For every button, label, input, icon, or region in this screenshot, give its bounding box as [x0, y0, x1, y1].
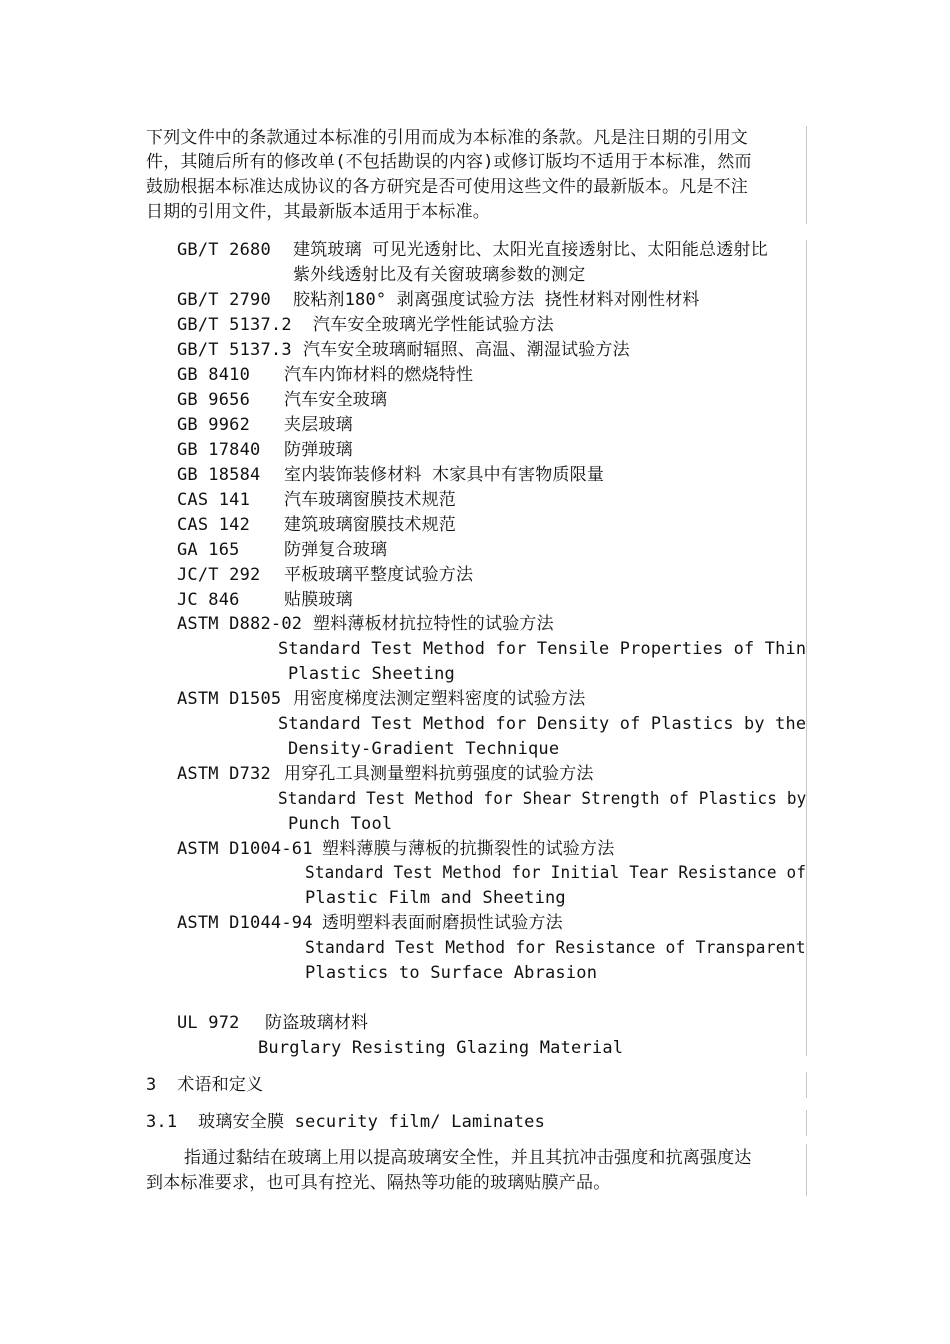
ref-title: 建筑玻璃窗膜技术规范 — [284, 515, 456, 535]
ref-code: ASTM D732 — [177, 764, 271, 784]
ref-code: CAS 142 — [177, 515, 251, 535]
ref-code: ASTM D1044-94 — [177, 913, 313, 933]
margin-guide — [806, 1110, 807, 1136]
ref-english-title: Standard Test Method for Initial Tear Resistance of — [305, 863, 807, 883]
margin-guide — [806, 1144, 807, 1196]
ref-code: GB 9656 — [177, 390, 251, 410]
ref-code: GB/T 2790 — [177, 290, 271, 310]
ref-code: GB 9962 — [177, 415, 251, 435]
ref-title: 贴膜玻璃 — [284, 590, 353, 610]
ref-code: JC/T 292 — [177, 565, 261, 585]
ref-code: GB/T 2680 — [177, 240, 271, 260]
ref-code: CAS 141 — [177, 490, 251, 510]
ref-english-title-cont: Plastic Sheeting — [288, 664, 455, 684]
ref-title: 汽车安全玻璃耐辐照、高温、潮湿试验方法 — [303, 340, 630, 360]
ref-code: UL 972 — [177, 1013, 240, 1033]
ref-title: 用穿孔工具测量塑料抗剪强度的试验方法 — [284, 764, 594, 784]
ref-english-title: Standard Test Method for Shear Strength of Plastics by — [278, 789, 807, 809]
ref-title: 防弹复合玻璃 — [284, 540, 388, 560]
intro-line: 件，其随后所有的修改单(不包括勘误的内容)或修订版均不适用于本标准，然而 — [146, 152, 752, 172]
ref-title: 塑料薄板材抗拉特性的试验方法 — [313, 614, 554, 634]
ref-english-title: Standard Test Method for Density of Plastics by the — [278, 714, 807, 734]
ref-english-title: Burglary Resisting Glazing Material — [258, 1038, 624, 1058]
ref-title: 汽车安全玻璃 — [284, 390, 388, 410]
ref-title: 室内装饰装修材料 木家具中有害物质限量 — [284, 465, 605, 485]
ref-title: 建筑玻璃 可见光透射比、太阳光直接透射比、太阳能总透射比 — [293, 240, 768, 260]
definition-line: 指通过黏结在玻璃上用以提高玻璃安全性，并且其抗冲击强度和抗离强度达 — [184, 1148, 752, 1168]
ref-title: 防盗玻璃材料 — [265, 1013, 369, 1033]
ref-code: ASTM D1505 — [177, 689, 282, 709]
ref-code: GB 17840 — [177, 440, 261, 460]
ref-english-title-cont: Plastic Film and Sheeting — [305, 888, 566, 908]
ref-english-title: Standard Test Method for Resistance of Transparent — [305, 938, 806, 958]
ref-english-title-cont: Punch Tool — [288, 814, 393, 834]
ref-title: 透明塑料表面耐磨损性试验方法 — [322, 913, 563, 933]
ref-title: 平板玻璃平整度试验方法 — [284, 565, 474, 585]
ref-code: JC 846 — [177, 590, 240, 610]
ref-title-cont: 紫外线透射比及有关窗玻璃参数的测定 — [293, 265, 586, 285]
definition-line: 到本标准要求，也可具有控光、隔热等功能的玻璃贴膜产品。 — [146, 1173, 611, 1193]
ref-title: 胶粘剂180° 剥离强度试验方法 挠性材料对刚性材料 — [293, 290, 700, 310]
margin-guide — [806, 1072, 807, 1098]
section-heading: 3 术语和定义 — [146, 1075, 264, 1095]
ref-english-title-cont: Density-Gradient Technique — [288, 739, 560, 759]
margin-guide — [806, 126, 807, 224]
ref-code: GB 8410 — [177, 365, 251, 385]
ref-title: 汽车玻璃窗膜技术规范 — [284, 490, 456, 510]
ref-code: GB/T 5137.3 — [177, 340, 292, 360]
ref-title: 汽车内饰材料的燃烧特性 — [284, 365, 474, 385]
ref-code: GB 18584 — [177, 465, 261, 485]
intro-line: 下列文件中的条款通过本标准的引用而成为本标准的条款。凡是注日期的引用文 — [146, 128, 748, 148]
intro-line: 日期的引用文件，其最新版本适用于本标准。 — [146, 202, 490, 222]
intro-line: 鼓励根据本标准达成协议的各方研究是否可使用这些文件的最新版本。凡是不注 — [146, 177, 748, 197]
ref-code: GA 165 — [177, 540, 240, 560]
ref-english-title: Standard Test Method for Tensile Properties of Thin — [278, 639, 807, 659]
ref-english-title-cont: Plastics to Surface Abrasion — [305, 963, 598, 983]
ref-code: ASTM D1004-61 — [177, 839, 313, 859]
ref-title: 汽车安全玻璃光学性能试验方法 — [313, 315, 554, 335]
subsection-heading: 3.1 玻璃安全膜 security film/ Laminates — [146, 1112, 546, 1132]
ref-title: 夹层玻璃 — [284, 415, 353, 435]
ref-code: GB/T 5137.2 — [177, 315, 292, 335]
ref-code: ASTM D882-02 — [177, 614, 303, 634]
ref-title: 防弹玻璃 — [284, 440, 353, 460]
ref-title: 塑料薄膜与薄板的抗撕裂性的试验方法 — [322, 839, 615, 859]
ref-title: 用密度梯度法测定塑料密度的试验方法 — [293, 689, 586, 709]
